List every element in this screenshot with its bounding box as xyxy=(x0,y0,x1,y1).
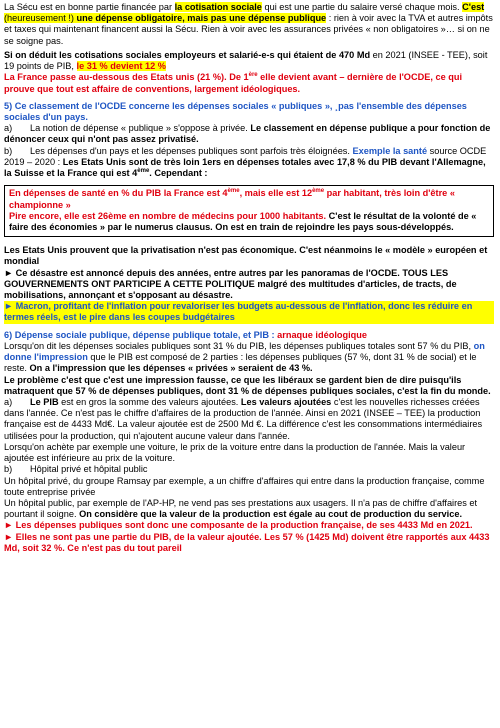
section-5-b-sup: ème xyxy=(137,168,150,174)
section-6-intro xyxy=(4,341,494,375)
section-5-b-example: Exemple la santé xyxy=(352,145,428,156)
section-6-conclusion-2: ► Elles ne sont pas une partie du PIB, de la valeur ajoutée. Les 57 % (1425 Md) doivent être rapportés aux 4433 Md, soit 32 %. Ce n'est pas du tout pareil xyxy=(4,531,490,553)
section-6-voiture: Lorsqu'on achète par exemple une voiture, le prix de la voiture entre dans la production de l'année. Mais la valeur ajoutée est inférieure au prix de la voiture. xyxy=(4,441,466,464)
intro-cotisations-bold: Si on déduit les cotisations sociales employeurs et salarié-e-s qui étaient de 470 Md xyxy=(4,49,371,60)
section-6-b xyxy=(4,464,494,475)
section-5-b xyxy=(4,146,494,180)
section-6-conclusion-1: ► Les dépenses publiques sont donc une composante de la production française, de ses 4433 Md en 2021. xyxy=(4,520,473,531)
section-6-problem: Le problème c'est que c'est une impression fausse, ce que les libéraux se gardent bien de dire puisqu'ils matraquent que 57 % de dépenses publiques, dont 31 % de dépenses publiques sociales, c'est la fin du monde. xyxy=(4,374,491,396)
health-callout-line-1 xyxy=(9,188,489,210)
oecd-disaster-paragraph: ► Ce désastre est annoncé depuis des années, entre autres par les panoramas de l'OCDE. TOUS LES GOUVERNEMENTS ONT PARTICIPE A CETTE POLITIQUE malgré des multitudes d'articles, de tracts, de mobilisations, annonçant et s'opposant au désastre. xyxy=(4,267,457,301)
intro-paragraph xyxy=(4,2,494,47)
intro-france-sup: ère xyxy=(248,72,258,79)
intro-highlight-cest: C'est xyxy=(462,2,485,12)
health-callout-line-2 xyxy=(9,211,489,233)
health-callout-numerus: C'est le résultat de la volonté de « faire des économies » par le numerus clausus. On est en train de rejoindre les pays sous-développés. xyxy=(9,210,477,232)
section-5-b-source: source OCDE 2019 – 2020 : xyxy=(4,145,487,167)
intro-highlight-depense: une dépense obligatoire, mais pas une dépense publique xyxy=(73,13,327,24)
us-privatisation-paragraph: Les Etats Unis prouvent que la privatisation n'est pas économique. C'est néanmoins le « modèle » européen et mondial xyxy=(4,245,488,267)
section-6-b-label: b) xyxy=(4,464,13,475)
section-5-b-label: b) xyxy=(4,145,13,156)
intro-cotisations-text: en 2021 (INSEE - TEE), soit 19 points de PIB, xyxy=(4,49,488,72)
health-callout-doctors: Pire encore, elle est 26ème en nombre de médecins pour 1000 habitants. xyxy=(9,210,327,221)
section-6-intro-3: On a l'impression que les dépenses « privées » seraient de 43 %. xyxy=(29,363,313,374)
section-6-a-text-2: c'est les nouvelles richesses créées dans l'année. Ce n'est pas le chiffre d'affaires de la production de l'année. Ainsi en 2021 (INSEE – TEE) la production française est de 4433 Md€. La valeur ajoutée est de 2500 Md €. La différence c'est les consommations intermédiaires utilisées pour la production, qui n'ajoutent aucune valeur dans l'année. xyxy=(4,397,483,441)
intro-highlight-cotisation: la cotisation sociale xyxy=(174,2,262,12)
health-callout-text-1: En dépenses de santé en % du PIB la France est 4 xyxy=(9,188,228,199)
intro-highlight-heureusement: (heureusement !) xyxy=(4,13,74,24)
section-5-a-bold: Le classement en dépense publique a pour fonction de dénoncer ceux qui n'ont pas assez privatisé. xyxy=(4,123,491,145)
section-6-heading xyxy=(4,330,494,341)
health-callout-box xyxy=(4,185,494,237)
health-callout-sup-1: ème xyxy=(227,188,240,195)
intro-text-1: La Sécu est en bonne partie financée par xyxy=(4,2,175,12)
section-6-public-hospital-bold: On considère que la valeur de la production est égale au cout de production du service. xyxy=(79,509,462,520)
bullet-arrow-icon: ► xyxy=(4,301,14,312)
section-6-public-hospital-text: Un hôpital public, par exemple de l'AP-HP, ne vend pas ses prestations aux usagers. Il n'a pas de chiffre d'affaires et pourtant il soigne. xyxy=(4,497,478,520)
section-6-b-title: Hôpital privé et hôpital public xyxy=(30,464,148,475)
section-5-heading: 5) Ce classement de l'OCDE concerne les dépenses sociales « publiques », ¸pas l'ensemble des dépenses sociales d'un pays. xyxy=(4,100,467,122)
intro-france-text-3: elle devient avant – dernière de l'OCDE, ce qui prouve que tout est affaire de conventions, largement idéologiques. xyxy=(4,72,463,94)
intro-31-to-12-highlight: le 31 % devient 12 % xyxy=(76,61,166,72)
section-6-intro-2: que le PIB est composé de 2 parties : les dépenses publiques (57 %, dont 31 % de social) et le reste. xyxy=(4,352,477,374)
health-callout-text-3: par habitant, très loin d'être « championne » xyxy=(9,188,455,210)
section-6-public-hospital xyxy=(4,498,494,520)
section-6-title-highlight: arnaque idéologique xyxy=(277,329,367,340)
section-5-a-label: a) xyxy=(4,123,13,134)
section-6-a-text-1: est en gros la somme des valeurs ajoutées. xyxy=(58,397,241,407)
section-5-a-text: La notion de dépense « publique » s'oppose à privée. xyxy=(30,123,251,134)
section-5-a xyxy=(4,123,494,145)
section-6-title: 6) Dépense sociale publique, dépense publique totale, et PIB : xyxy=(4,329,278,340)
macron-text: Macron, profitant de l'inflation pour revaloriser les budgets au-dessous de l'inflation, donc les réduire en termes réels, est le pire dans les coupes budgétaires xyxy=(4,301,473,323)
intro-text-3: : rien à voir avec la TVA et autres impôts et taxes qui maintenant financent aussi la Sécu. Rien à voir avec les assurances privées « non obligatoires »… si on ne se soigne pas. xyxy=(4,13,493,46)
health-callout-sup-2: ème xyxy=(312,188,325,195)
health-callout-text-2: , mais elle est 12 xyxy=(239,188,313,199)
section-6-a-pib: Le PIB xyxy=(30,397,59,407)
document-page xyxy=(4,2,494,554)
macron-paragraph xyxy=(4,301,494,323)
section-5-b-end: . Cependant : xyxy=(149,168,208,179)
section-6-a xyxy=(4,397,494,442)
intro-france-paragraph xyxy=(4,72,494,94)
intro-text-2: qui est une partie du salaire versé chaque mois. xyxy=(261,2,463,12)
section-5-b-bold: Les Etats Unis sont de très loin 1ers en dépenses totales avec 17,8 % du PIB devant l'Allemagne, la Suisse et la France qui est 4 xyxy=(4,156,486,179)
section-5-b-text: Les dépenses d'un pays et les dépenses publiques sont parfois très éloignées. xyxy=(30,145,353,156)
intro-france-text-1: La France passe au-dessous des Etats unis (21 %). xyxy=(4,72,230,83)
section-6-intro-1: Lorsqu'on dit les dépenses sociales publiques sont 31 % du PIB, les dépenses publiques totales sont 57 % du PIB, xyxy=(4,340,474,351)
section-6-intro-impression: on donne l'impression xyxy=(4,340,485,363)
intro-france-text-2: De 1 xyxy=(229,72,249,83)
section-6-a-va: Les valeurs ajoutées xyxy=(240,397,332,407)
intro-cotisations-paragraph xyxy=(4,50,494,72)
section-6-private-hospital: Un hôpital privé, du groupe Ramsay par exemple, a un chiffre d'affaires qui entre dans la production française, comme toute entreprise privée xyxy=(4,475,485,497)
section-6-a-label: a) xyxy=(4,397,13,407)
